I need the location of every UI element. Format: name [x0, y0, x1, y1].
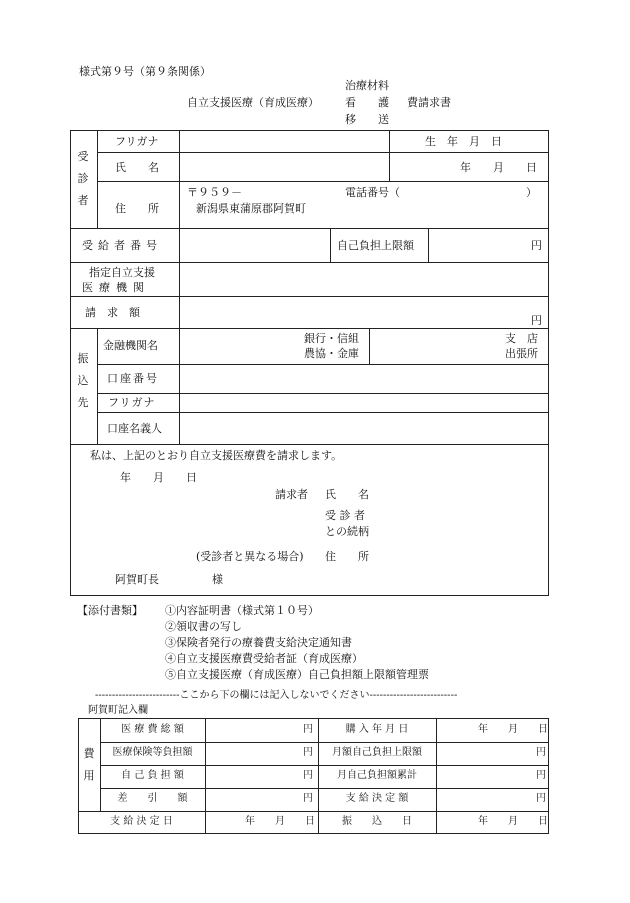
phone-label: 電話番号（: [345, 186, 400, 199]
claimant-label: 請求者: [275, 488, 308, 501]
attachments-label: 【添付書類】: [77, 604, 143, 617]
copay-limit-label: 自己負担上限額: [337, 239, 414, 252]
title-option-2: 看 護: [345, 96, 389, 109]
declaration-date: 年 月 日: [120, 471, 197, 484]
title-suffix: 費請求書: [407, 96, 451, 109]
birth-date-label: 生 年 月 日: [425, 135, 502, 148]
insurance-burden-yen: 円: [303, 747, 313, 758]
name-label: 氏 名: [115, 161, 159, 174]
insurance-burden-label: 医療保険等負担額: [112, 747, 193, 758]
net-amount-yen: 円: [303, 793, 313, 804]
furigana-label: フリガナ: [115, 135, 159, 148]
decision-amount-label: 支 給 決 定 額: [345, 793, 409, 804]
patient-section-label: 受診者: [77, 150, 89, 207]
attachment-item: ①内容証明書（様式第１０号）: [165, 604, 319, 617]
cost-label: 費用: [83, 747, 95, 782]
postal-code: 〒９５９－: [187, 186, 242, 199]
attachment-item: ②領収書の写し: [165, 620, 242, 633]
self-burden-label: 自 己 負 担 額: [121, 770, 184, 781]
transfer-date-label: 振 込 日: [342, 816, 412, 827]
institution-label-1: 指定自立支援: [89, 266, 155, 279]
decision-date-value: 年 月 日: [245, 816, 315, 827]
monthly-cumulative-yen: 円: [536, 770, 546, 781]
bank-type-2: 農協・金庫: [304, 347, 359, 360]
bank-name-label: 金融機関名: [103, 339, 158, 352]
honorific: 様: [212, 573, 223, 586]
bank-type-1: 銀行・信組: [304, 332, 359, 345]
do-not-fill-divider: -------------------------ここから下の欄には記入しないでください--------------------------: [95, 690, 458, 701]
main-form: [70, 130, 549, 596]
address-label: 住 所: [115, 202, 159, 215]
claimant-name-label: 氏 名: [325, 488, 369, 501]
recipient-number-label: 受給者番号: [82, 239, 162, 252]
purchase-date-label: 購 入 年 月 日: [345, 724, 409, 735]
medical-total-yen: 円: [303, 724, 313, 735]
net-amount-label: 差 引 額: [117, 793, 188, 804]
institution-label-2: 医療機関: [82, 281, 150, 294]
form-number: 様式第９号（第９条関係）: [79, 65, 211, 78]
claimant-address-label: 住 所: [325, 550, 369, 563]
different-note: (受診者と異なる場合): [196, 550, 304, 563]
title-option-1: 治療材料: [345, 79, 389, 92]
decision-amount-yen: 円: [536, 793, 546, 804]
branch-type-1: 支 店: [505, 332, 538, 345]
birth-date-value: 年 月 日: [460, 161, 537, 174]
monthly-limit-label: 月額自己負担上限額: [332, 747, 422, 758]
attachment-item: ③保険者発行の療養費支給決定通知書: [165, 636, 352, 649]
self-burden-yen: 円: [303, 770, 313, 781]
monthly-cumulative-label: 月自己負担額累計: [337, 770, 417, 781]
account-number-label: 口座番号: [107, 372, 159, 385]
claim-amount-yen: 円: [531, 314, 542, 327]
medical-total-label: 医 療 費 総 額: [121, 724, 184, 735]
office-use-label: 阿賀町記入欄: [88, 705, 148, 716]
addressee: 阿賀町長: [115, 573, 159, 586]
attachment-item: ⑤自立支援医療（育成医療）自己負担額上限額管理票: [165, 668, 429, 681]
relation-label-1: 受 診 者: [325, 509, 365, 522]
purchase-date-value: 年 月 日: [478, 724, 548, 735]
decision-date-label: 支 給 決 定 日: [110, 816, 173, 827]
relation-label-2: との続柄: [325, 525, 369, 538]
account-holder-label: 口座名義人: [107, 422, 162, 435]
transfer-date-value: 年 月 日: [478, 816, 548, 827]
title-option-3: 移 送: [345, 113, 389, 126]
title-prefix: 自立支援医療（育成医療）: [187, 96, 319, 109]
transfer-section-label: 振込先: [77, 352, 89, 409]
declaration-statement: 私は、上記のとおり自立支援医療費を請求します。: [90, 449, 343, 462]
copay-limit-yen: 円: [531, 239, 542, 252]
phone-close: ）: [526, 186, 537, 199]
branch-type-2: 出張所: [505, 347, 538, 360]
transfer-furigana-label: フリガナ: [108, 396, 156, 409]
attachment-item: ④自立支援医療費受給者証（育成医療）: [165, 652, 363, 665]
monthly-limit-yen: 円: [536, 747, 546, 758]
address-value: 新潟県東蒲原郡阿賀町: [196, 202, 306, 215]
claim-amount-label: 請 求 額: [85, 306, 140, 319]
